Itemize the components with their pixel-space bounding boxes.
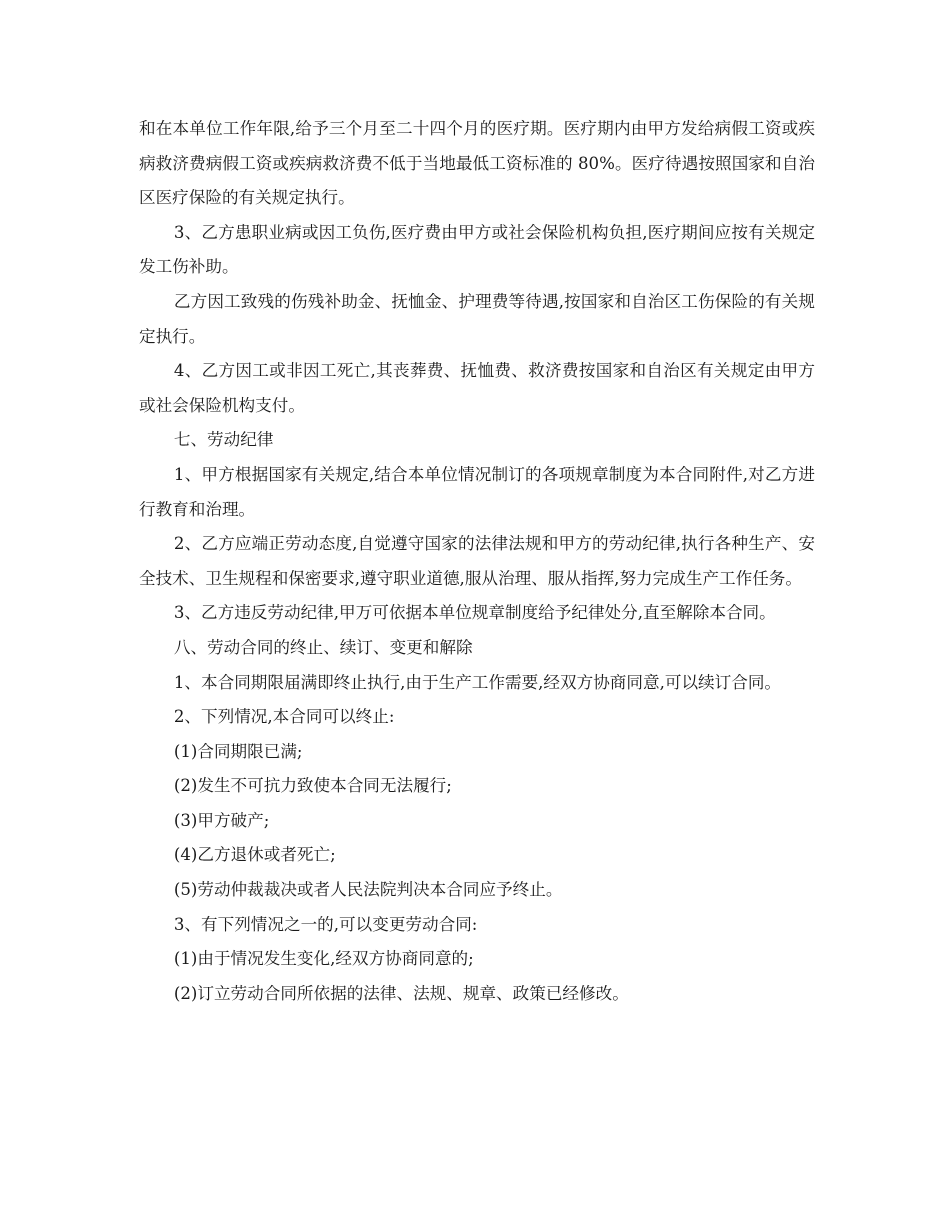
list-item-term-expired: (1)合同期限已满; [173,741,303,761]
list-item-force-majeure: (2)发生不可抗力致使本合同无法履行; [173,776,452,796]
paragraph-medical-period: 和在本单位工作年限,给予三个月至二十四个月的医疗期。医疗期内由甲方发给病假工资或疾病救济费病假工资或疾病救济费不低于当地最低工资标准的 80%。医疗待遇按照国家和自治区医疗保险的有关规定执行。 [139,119,815,208]
paragraph-disability-benefits: 乙方因工致残的伤残补助金、抚恤金、护理费等待遇,按国家和自治区工伤保险的有关规定执行。 [139,291,815,346]
paragraph-death-benefits: 4、乙方因工或非因工死亡,其丧葬费、抚恤费、救济费按国家和自治区有关规定由甲方或社会保险机构支付。 [139,361,815,415]
document-body [139,112,815,1011]
list-item-arbitration: (5)劳动仲裁裁决或者人民法院判决本合同应予终止。 [173,880,563,900]
section-heading-contract-termination: 八、劳动合同的终止、续订、变更和解除 [173,637,473,657]
paragraph-change-conditions: 3、有下列情况之一的,可以变更劳动合同: [173,914,478,934]
list-item-law-amended: (2)订立劳动合同所依据的法律、法规、规章、政策已经修改。 [173,983,629,1003]
list-item-retirement-death: (4)乙方退休或者死亡; [173,845,336,865]
list-item-bankruptcy: (3)甲方破产; [173,810,270,830]
list-item-mutual-agreement: (1)由于情况发生变化,经双方协商同意的; [173,949,474,969]
section-heading-labor-discipline: 七、劳动纪律 [173,430,274,450]
paragraph-termination-conditions: 2、下列情况,本合同可以终止: [173,707,395,727]
paragraph-discipline-violation: 3、乙方违反劳动纪律,甲万可依据本单位规章制度给予纪律处分,直至解除本合同。 [173,603,776,623]
paragraph-work-attitude: 2、乙方应端正劳动态度,自觉遵守国家的法律法规和甲方的劳动纪律,执行各种生产、安全技术、卫生规程和保密要求,遵守职业道德,服从治理、服从指挥,努力完成生产工作任务。 [139,534,815,588]
paragraph-contract-renewal: 1、本合同期限届满即终止执行,由于生产工作需要,经双方协商同意,可以续订合同。 [173,672,782,692]
paragraph-occupational-disease: 3、乙方患职业病或因工负伤,医疗费由甲方或社会保险机构负担,医疗期间应按有关规定发工伤补助。 [139,222,815,277]
paragraph-discipline-rules: 1、甲方根据国家有关规定,结合本单位情况制订的各项规章制度为本合同附件,对乙方进行教育和治理。 [139,464,815,519]
